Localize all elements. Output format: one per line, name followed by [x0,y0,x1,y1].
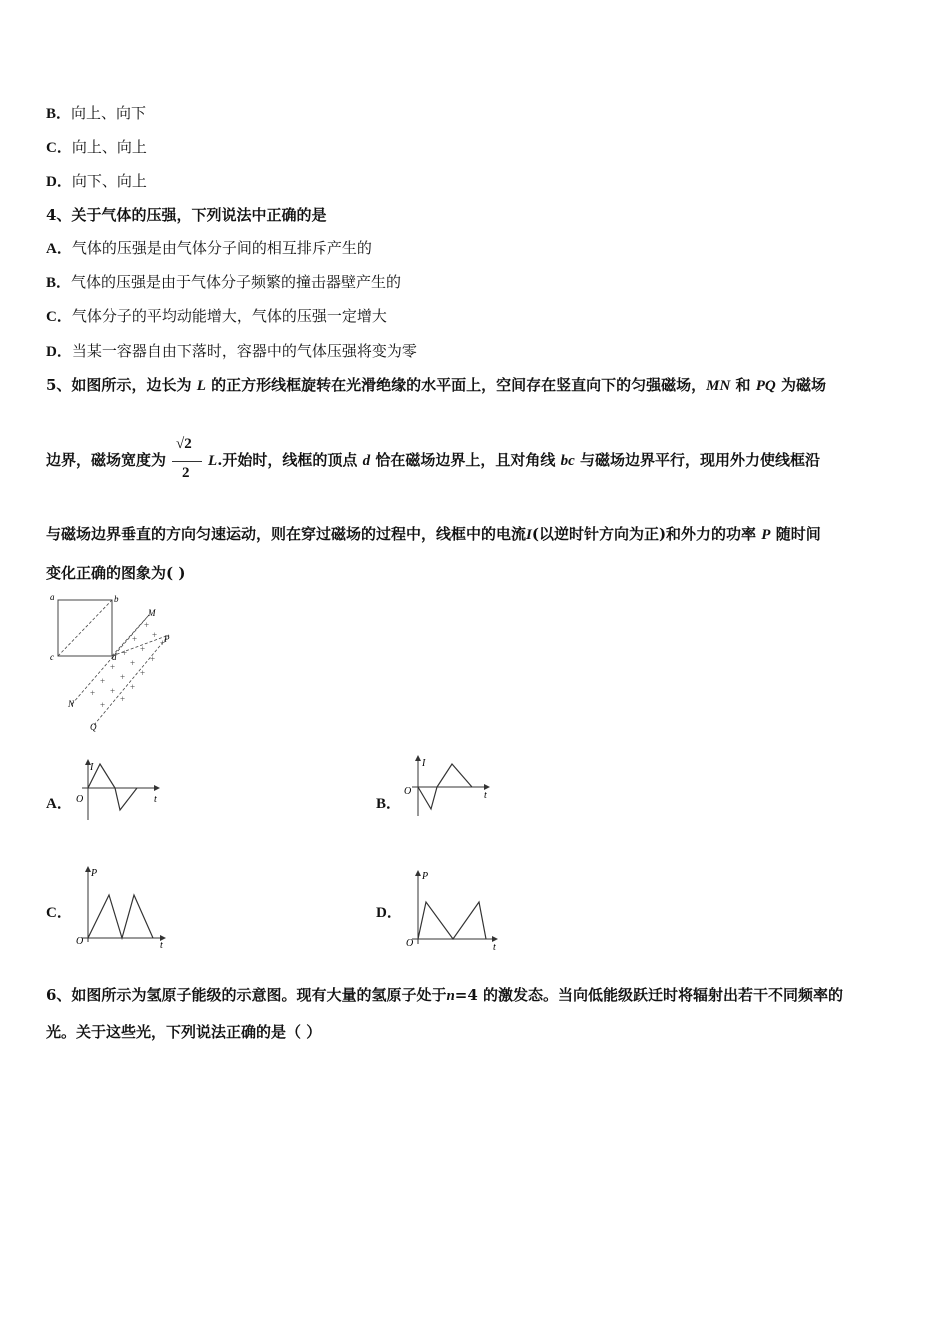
option-text: 当某一容器自由下落时，容器中的气体压强将变为零 [71,342,417,360]
fraction-denominator: 2 [182,465,190,481]
var-n: n [446,988,455,1004]
svg-text:+: + [100,676,106,686]
option-letter: C． [46,309,72,325]
q5-option-b-label: B． [376,796,402,812]
q5-stem-line1 [46,374,826,395]
var-MN: MN [706,378,731,394]
square-frame-magnetic-field-figure [44,590,184,735]
option-letter: D． [46,174,72,190]
text: 和 [735,376,751,394]
q5-option-c-graph [70,864,170,948]
axis-x-label: t [160,940,163,948]
option-text: 向下、向上 [71,172,147,190]
svg-text:+: + [140,644,146,654]
text: 与磁场边界垂直的方向匀速运动，则在穿过磁场的过程中，线框中的电流 [46,525,527,543]
q6-stem-line2: 光。关于这些光，下列说法正确的是（ ） [46,1023,322,1041]
label-N: N [68,699,75,709]
text: 边界，磁场宽度为 [46,451,167,469]
option-letter: D． [46,344,72,360]
option-letter: B． [46,106,72,122]
q3-option-c [46,136,147,157]
option-text: 向上、向上 [71,138,147,156]
svg-text:+: + [130,682,136,692]
label-a: a [50,592,55,602]
origin-label: O [76,794,84,805]
q5-option-a-label: A． [46,796,72,812]
text: .开始时，线框的顶点 [217,451,358,469]
svg-text:+: + [100,700,106,710]
axis-y-label: I [90,762,94,773]
option-letter: C． [46,140,72,156]
var-bc: bc [560,453,575,469]
svg-text:+: + [150,654,156,664]
label-Q: Q [90,722,97,732]
text: 与磁场边界平行，现用外力使线框沿 [580,451,821,469]
svg-text:+: + [122,648,128,658]
q3-option-b [46,102,146,123]
text: =4 的激发态。当向低能级跃迁时将辐射出若干不同频率的 [454,986,844,1004]
var-L: L [196,378,206,394]
option-letter: B． [46,275,72,291]
var-I: I [526,527,532,543]
option-letter: A． [46,241,72,257]
axis-x-label: t [493,942,496,952]
svg-text:+: + [130,658,136,668]
q3-option-d [46,170,147,191]
text: 6、如图所示为氢原子能级的示意图。现有大量的氢原子处于 [46,986,447,1004]
q4-stem: 4、关于气体的压强，下列说法中正确的是 [46,206,327,224]
origin-label: O [404,786,412,797]
label-c: c [50,652,54,662]
axis-y-label: P [91,868,98,879]
text: 随时间 [775,525,821,543]
text: (以逆时针方向为正)和外力的功率 [531,525,757,543]
svg-text:+: + [144,620,150,630]
option-text: 向上、向下 [71,104,147,122]
q4-option-a [46,237,372,258]
q5-stem-line2 [46,436,820,486]
label-P: P [164,634,170,644]
svg-text:+: + [140,668,146,678]
text: 5、如图所示，边长为 [46,376,192,394]
text: 为磁场 [781,376,827,394]
svg-text:+: + [132,634,138,644]
q6-stem-line1 [46,984,843,1005]
svg-text:+: + [152,630,158,640]
label-M: M [148,608,156,618]
option-text: 气体的压强是由于气体分子频繁的撞击器壁产生的 [71,273,402,291]
q4-option-d [46,340,417,361]
option-text: 气体的压强是由气体分子间的相互排斥产生的 [71,239,372,257]
fraction [172,436,202,486]
axis-x-label: t [484,790,487,801]
axis-x-label: t [154,794,157,805]
var-d: d [362,453,371,469]
q5-stem-line3 [46,523,821,544]
svg-text:+: + [120,672,126,682]
origin-label: O [406,938,414,949]
axis-y-label: P [422,871,429,882]
label-b: b [114,594,119,604]
svg-text:+: + [110,686,116,696]
q5-option-d-label: D． [376,905,402,921]
fraction-numerator: √2 [176,436,192,452]
q5-option-a-graph [70,758,170,824]
svg-text:+: + [160,638,166,648]
var-L: L [208,453,218,469]
var-PQ: PQ [755,378,776,394]
origin-label: O [76,936,84,947]
q4-option-b [46,271,401,292]
svg-text:+: + [120,694,126,704]
q5-stem-line4: 变化正确的图象为( ) [46,564,186,582]
axis-y-label: I [422,758,426,769]
q4-option-c [46,305,387,326]
var-P: P [761,527,771,543]
text: 的正方形线框旋转在光滑绝缘的水平面上，空间存在竖直向下的匀强磁场， [211,376,707,394]
svg-text:+: + [90,688,96,698]
label-d: d [112,652,117,662]
q5-option-b-graph [400,754,500,820]
q5-option-c-label: C． [46,905,72,921]
q5-option-d-graph [400,866,510,952]
svg-text:+: + [110,662,116,672]
text: 恰在磁场边界上，且对角线 [375,451,556,469]
option-text: 气体分子的平均动能增大，气体的压强一定增大 [71,307,387,325]
